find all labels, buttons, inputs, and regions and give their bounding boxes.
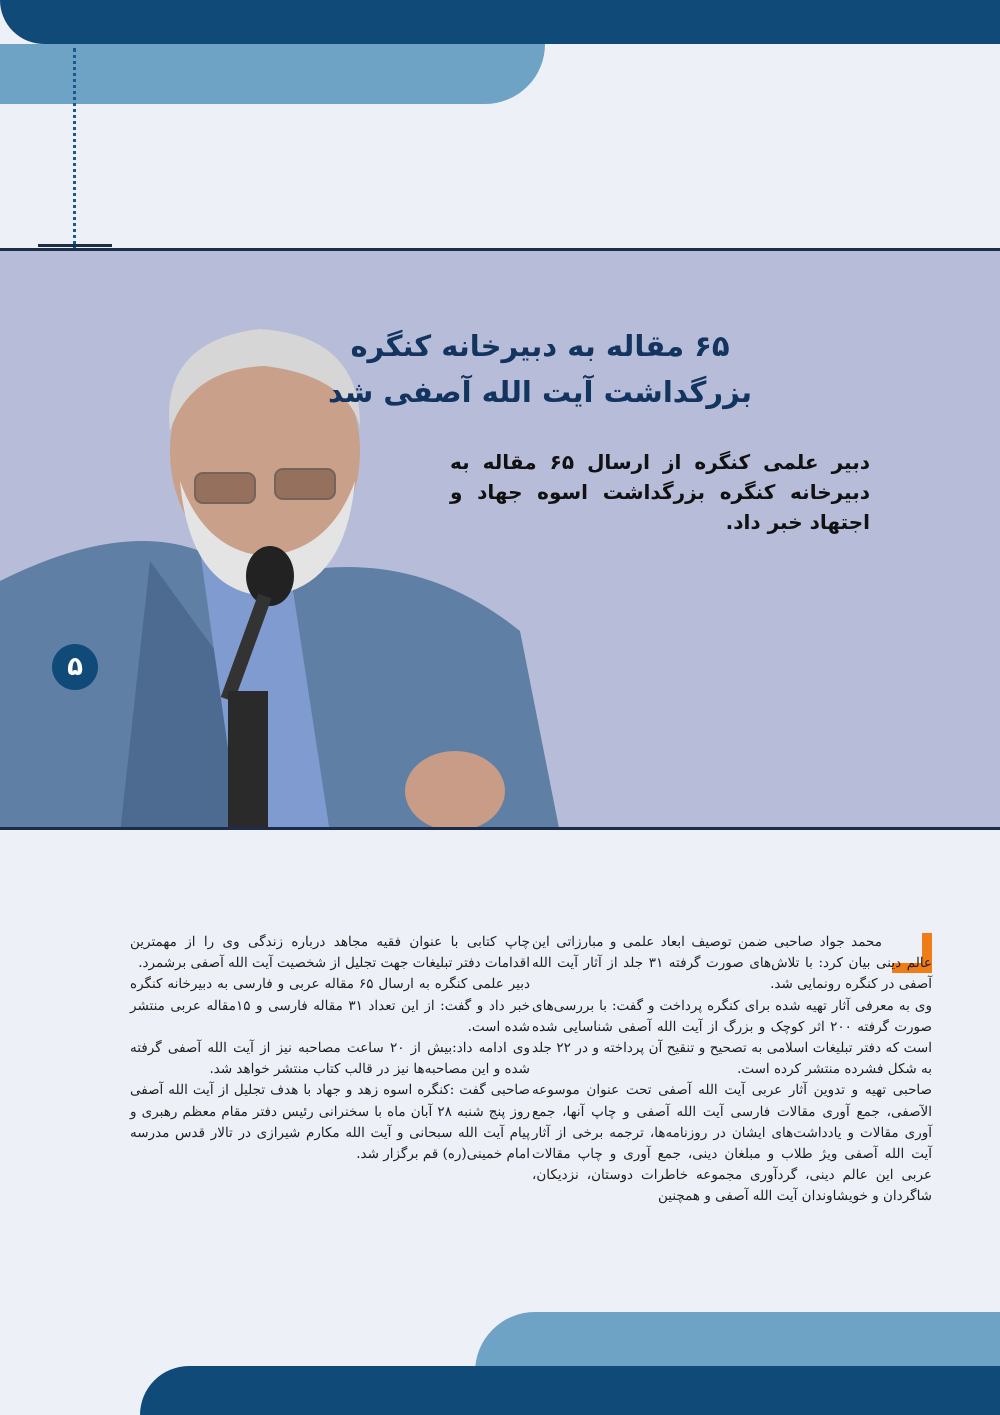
top-light-band bbox=[0, 44, 545, 104]
paragraph: دبیر علمی کنگره به ارسال ۶۵ مقاله عربی و فارسی به دبیرخانه کنگره خبر داد و گفت: از این تعداد ۳۱ مقاله فارسی و ۱۵مقاله عربی منتشر شده است. bbox=[130, 976, 531, 1035]
paragraph: وی ادامه داد:بیش از ۲۰ ساعت مصاحبه نیز از آیت الله آصفی گرفته شده و این مصاحبه‌ها نیز در قالب کتاب منتشر خواهد شد. bbox=[130, 1040, 530, 1078]
short-divider-rule bbox=[38, 244, 112, 247]
top-dark-band bbox=[0, 0, 1000, 44]
paragraph: صاحبی تهیه و تدوین آثار عربی آیت الله آصفی تحت عنوان موسوعه الآصفی، جمع آوری مقالات فارسی آیت الله آصفی و چاپ آنها، جمع آوری مقالات و یادداشت‌های ایشان در روزنامه‌ها، ترجمه برخی از آثار آیت الله آصفی ویژ طلاب و مبلغان دینی، جمع آوری و چاپ مقالات عربی این عالم دینی، گردآوری مجموعه خاطرات دوستان، نزدیکان، شاگردان و خویشاوندان آیت الله آصفی و همچنین bbox=[532, 1082, 932, 1205]
body-column-right bbox=[532, 932, 932, 1208]
title-line-2: بزرگداشت آیت الله آصفی شد bbox=[327, 375, 752, 409]
body-column-left bbox=[130, 932, 530, 1165]
article-lead: دبیر علمی کنگره از ارسال ۶۵ مقاله به دبیرخانه کنگره بزرگداشت اسوه جهاد و اجتهاد خبر داد. bbox=[450, 450, 870, 534]
page-number-badge: ۵ bbox=[52, 644, 98, 690]
article-title bbox=[260, 323, 820, 415]
paragraph: محمد جواد صاحبی ضمن توصیف ابعاد علمی و مبارزاتی این عالم دینی بیان کرد: با تلاش‌های صورت گرفته ۳۱ جلد از آثار آیت الله آصفی در کنگره رونمایی شد. bbox=[532, 934, 932, 993]
paragraph: صاحبی گفت :کنگره اسوه زهد و جهاد با هدف تجلیل از آیت الله آصفی روز پنج شنبه ۲۸ آبان ماه با سخنرانی رئیس دفتر مقام معظم رهبری و پیام آیت الله سبحانی و آیت الله مکارم شیرازی در تالار قدس مدرسه امام خمینی(ره) قم برگزار شد. bbox=[130, 1082, 530, 1163]
paragraph: چاپ کتابی با عنوان فقیه مجاهد درباره زندگی وی را از مهمترین اقدامات دفتر تبلیغات جهت تجلیل از شخصیت آیت الله آصفی برشمرد. bbox=[130, 934, 530, 972]
paragraph: وی به معرفی آثار تهیه شده برای کنگره پرداخت و گفت: با بررسی‌های صورت گرفته ۲۰۰ اثر کوچک و بزرگ از آیت الله آصفی شناسایی شده است که دفتر تبلیغات اسلامی به تصحیح و تنقیح آن پرداخته و در ۲۲ جلد به شکل فشرده منتشر کرده است. bbox=[532, 997, 932, 1078]
hero-panel bbox=[0, 248, 1000, 830]
bottom-dark-band bbox=[140, 1366, 1000, 1415]
title-line-1: ۶۵ مقاله به دبیرخانه کنگره bbox=[350, 329, 730, 363]
